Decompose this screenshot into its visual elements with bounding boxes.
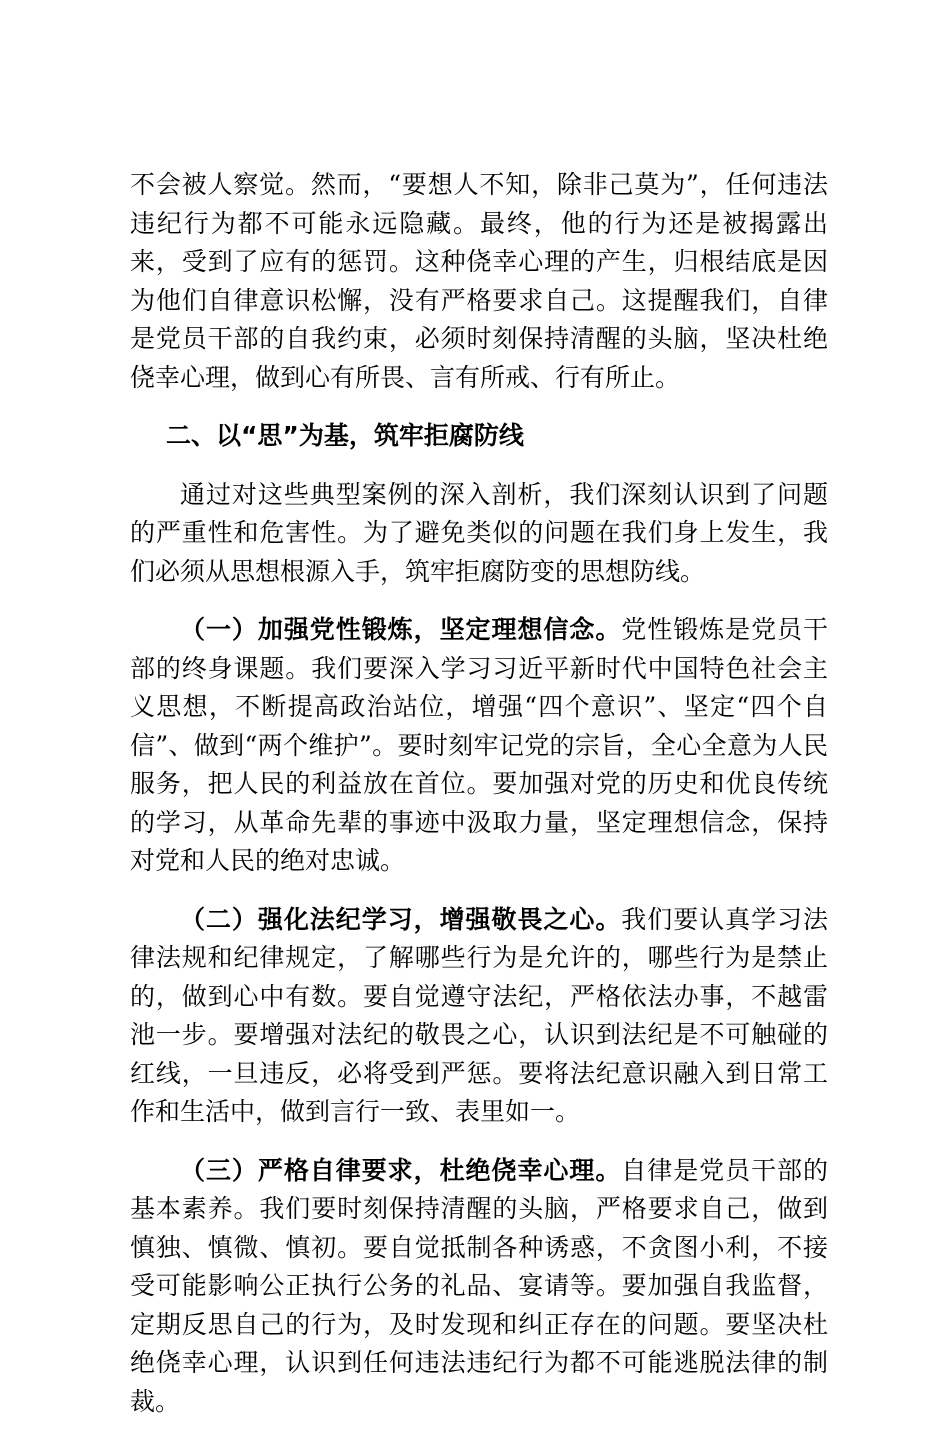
body-paragraph: 不会被人察觉。然而，“要想人不知，除非己莫为”，任何违法违纪行为都不可能永远隐藏。最终，他的行为还是被揭露出来，受到了应有的惩罚。这种侥幸心理的产生，归根结底是因为他们自律意识松懈，没有严格要求自己。这提醒我们，自律是党员干部的自我约束，必须时刻保持清醒的头脑，坚决杜绝侥幸心理，做到心有所畏、言有所戒、行有所止。 [130, 170, 828, 392]
list-item [130, 611, 828, 881]
body-paragraph: 通过对这些典型案例的深入剖析，我们深刻认识到了问题的严重性和危害性。为了避免类似的问题在我们身上发生，我们必须从思想根源入手，筑牢拒腐防变的思想防线。 [130, 479, 828, 586]
item-body: 我们要认真学习法律法规和纪律规定，了解哪些行为是允许的，哪些行为是禁止的，做到心中有数。要自觉遵守法纪，严格依法办事，不越雷池一步。要增强对法纪的敬畏之心，认识到法纪是不可触碰的红线，一旦违反，必将受到严惩。要将法纪意识融入到日常工作和生活中，做到言行一致、表里如一。 [130, 904, 828, 1126]
list-item [130, 1152, 828, 1422]
item-lead: （二）强化法纪学习，增强敬畏之心。 [180, 904, 622, 934]
item-lead: （三）严格自律要求，杜绝侥幸心理。 [180, 1155, 622, 1185]
list-item [130, 901, 828, 1132]
document-page [130, 166, 828, 1441]
item-lead: （一）加强党性锻炼，坚定理想信念。 [180, 615, 622, 644]
section-heading: 二、以“思”为基，筑牢拒腐防线 [166, 421, 524, 450]
item-body: 自律是党员干部的基本素养。我们要时刻保持清醒的头脑，严格要求自己，做到慎独、慎微、慎初。要自觉抵制各种诱惑，不贪图小利，不接受可能影响公正执行公务的礼品、宴请等。要加强自我监督，定期反思自己的行为，及时发现和纠正存在的问题。要坚决杜绝侥幸心理，认识到任何违法违纪行为都不可能逃脱法律的制裁。 [130, 1155, 828, 1416]
item-body: 党性锻炼是党员干部的终身课题。我们要深入学习习近平新时代中国特色社会主义思想，不断提高政治站位，增强“四个意识”、坚定“四个自信”、做到“两个维护”。要时刻牢记党的宗旨，全心全意为人民服务，把人民的利益放在首位。要加强对党的历史和优良传统的学习，从革命先辈的事迹中汲取力量，坚定理想信念，保持对党和人民的绝对忠诚。 [130, 615, 828, 875]
